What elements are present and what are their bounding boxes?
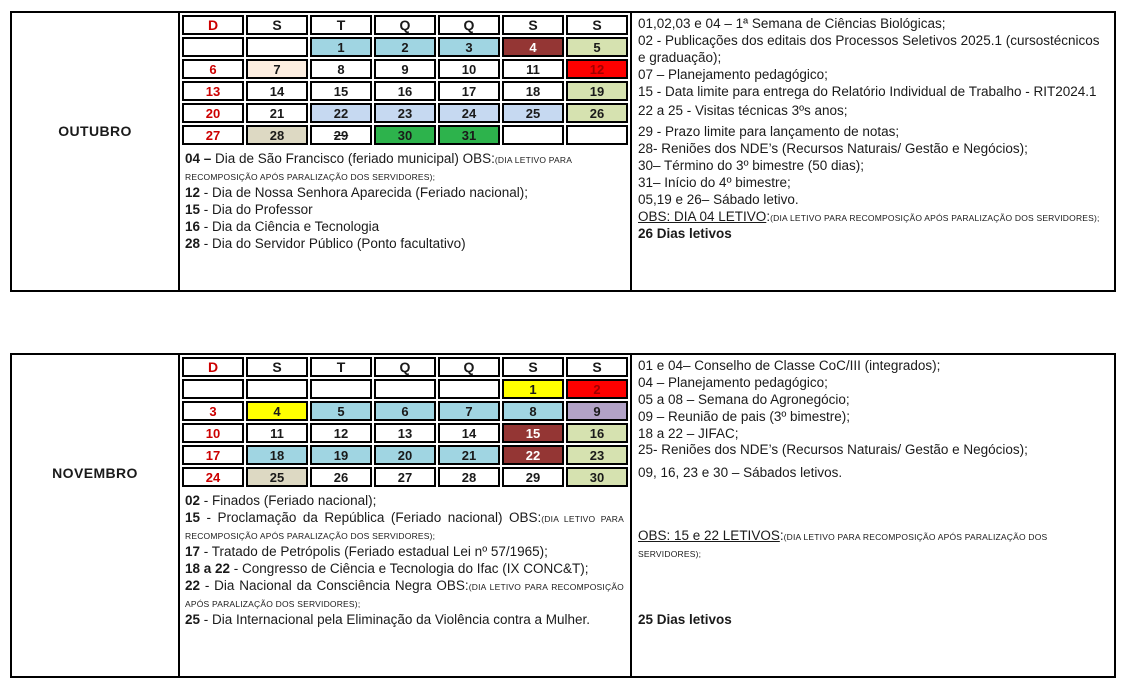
note-segment: 04 – — [185, 151, 212, 166]
note-segment: 25- Reniões dos NDE’s (Recursos Naturais/ Gestão e Negócios); — [638, 442, 1028, 458]
note-segment: 17 — [185, 544, 201, 559]
note-segment: 07 – Planejamento pedagógico; — [638, 66, 828, 82]
weekday-header: S — [566, 357, 628, 377]
day-cell: 10 — [438, 59, 500, 79]
day-cell — [502, 125, 564, 145]
weekday-header: D — [182, 357, 244, 377]
weekday-header: Q — [438, 357, 500, 377]
note-segment: 01,02,03 e 04 – 1ª Semana de Ciências Biológicas; — [638, 16, 946, 31]
day-cell: 7 — [246, 59, 308, 79]
day-cell: 16 — [566, 423, 628, 443]
note-line — [638, 392, 1110, 409]
note-segment: OBS: 15 e 22 LETIVOS — [638, 528, 780, 544]
october-table — [10, 11, 1116, 292]
note-line — [638, 409, 1110, 426]
note-segment: 29 - Prazo limite para lançamento de notas; — [638, 124, 900, 140]
october-calendar-grid — [180, 13, 630, 147]
note-line — [185, 184, 624, 201]
note-line — [638, 33, 1110, 67]
weekday-header: T — [310, 15, 372, 35]
day-cell: 12 — [566, 59, 628, 79]
day-cell: 14 — [438, 423, 500, 443]
november-table — [10, 353, 1116, 678]
weekday-header: T — [310, 357, 372, 377]
note-segment: 18 a 22 – JIFAC; — [638, 425, 739, 441]
note-segment: : — [779, 528, 784, 544]
note-line — [638, 465, 1110, 482]
day-cell — [566, 125, 628, 145]
weekday-header: S — [246, 15, 308, 35]
note-line — [638, 158, 1110, 175]
day-cell: 1 — [502, 379, 564, 399]
note-segment: 15 - Data limite para entrega do Relatório Individual de Trabalho - RIT2024.1 — [638, 83, 1097, 99]
note-line — [638, 375, 1110, 392]
day-cell: 2 — [566, 379, 628, 399]
day-cell: 5 — [566, 37, 628, 57]
note-segment: - Finados (Feriado nacional); — [200, 493, 377, 508]
note-segment: - Tratado de Petrópolis (Feriado estadual Lei nº 57/1965); — [200, 544, 548, 559]
day-cell: 27 — [374, 467, 436, 487]
month-name-october — [12, 13, 180, 290]
day-cell: 13 — [374, 423, 436, 443]
note-line — [638, 426, 1110, 443]
note-segment: 05,19 e 26– Sábado letivo. — [638, 191, 799, 207]
day-cell: 2 — [374, 37, 436, 57]
note-segment: 04 – Planejamento pedagógico; — [638, 374, 828, 390]
day-cell: 23 — [374, 103, 436, 123]
note-line — [185, 218, 624, 235]
note-segment: 12 — [185, 185, 201, 200]
note-segment: - Congresso de Ciência e Tecnologia do Ifac (IX CONC&T); — [230, 561, 589, 576]
day-cell — [246, 379, 308, 399]
day-cell: 8 — [502, 401, 564, 421]
day-cell: 17 — [438, 81, 500, 101]
day-cell: 30 — [374, 125, 436, 145]
note-segment: 25 — [185, 612, 201, 627]
day-cell: 29 — [502, 467, 564, 487]
note-segment: (DIA LETIVO PARA RECOMPOSIÇÃO APÓS PARALIZAÇÃO DOS SERVIDORES); — [185, 155, 572, 182]
day-cell — [374, 379, 436, 399]
note-line — [638, 16, 1110, 33]
note-line — [638, 124, 1110, 141]
note-segment: 02 — [185, 493, 201, 508]
note-segment: 26 Dias letivos — [638, 225, 732, 241]
day-cell: 11 — [502, 59, 564, 79]
day-cell: 26 — [310, 467, 372, 487]
day-cell: 15 — [502, 423, 564, 443]
note-segment: - Dia do Servidor Público (Ponto facultativo) — [200, 236, 466, 251]
day-cell: 3 — [438, 37, 500, 57]
note-segment: 31– Início do 4º bimestre; — [638, 174, 791, 190]
month-label: OUTUBRO — [58, 123, 132, 139]
note-line — [638, 84, 1110, 101]
note-segment: OBS: DIA 04 LETIVO — [638, 208, 767, 224]
note-segment: 22 — [185, 578, 201, 593]
day-cell: 6 — [374, 401, 436, 421]
day-cell: 24 — [182, 467, 244, 487]
note-segment: 15 — [185, 510, 201, 525]
day-cell: 16 — [374, 81, 436, 101]
day-cell: 22 — [310, 103, 372, 123]
note-segment: (DIA LETIVO PARA RECOMPOSIÇÃO APÓS PARALIZAÇÃO DOS SERVIDORES); — [185, 514, 625, 541]
note-line — [185, 235, 624, 252]
note-segment: 09, 16, 23 e 30 – Sábados letivos. — [638, 465, 843, 481]
note-line — [185, 509, 624, 543]
day-cell: 1 — [310, 37, 372, 57]
day-cell — [438, 379, 500, 399]
note-line — [185, 150, 624, 184]
weekday-header: S — [246, 357, 308, 377]
weekday-header: S — [502, 15, 564, 35]
month-label: NOVEMBRO — [52, 465, 138, 481]
note-segment: - Proclamação da República (Feriado nacional) OBS: — [200, 510, 542, 525]
note-line — [638, 175, 1110, 192]
day-cell: 20 — [182, 103, 244, 123]
note-segment: 05 a 08 – Semana do Agronegócio; — [638, 391, 850, 407]
day-cell: 19 — [566, 81, 628, 101]
note-line — [185, 492, 624, 509]
month-name-november — [12, 355, 180, 676]
note-segment: - Dia Nacional da Consciência Negra OBS: — [200, 578, 469, 593]
day-cell: 8 — [310, 59, 372, 79]
day-cell: 3 — [182, 401, 244, 421]
day-cell: 21 — [246, 103, 308, 123]
day-cell: 9 — [374, 59, 436, 79]
day-cell: 30 — [566, 467, 628, 487]
weekday-header: S — [566, 15, 628, 35]
note-line — [638, 612, 1110, 629]
note-line — [638, 209, 1110, 226]
day-cell — [246, 37, 308, 57]
day-cell: 23 — [566, 445, 628, 465]
day-cell: 22 — [502, 445, 564, 465]
november-calendar-grid — [180, 355, 630, 489]
note-segment: 09 – Reunião de pais (3º bimestre); — [638, 408, 851, 424]
day-cell — [182, 37, 244, 57]
day-cell: 29 — [310, 125, 372, 145]
note-line — [638, 141, 1110, 158]
note-line — [185, 577, 624, 611]
day-cell: 13 — [182, 81, 244, 101]
note-segment: - Dia do Professor — [200, 202, 313, 217]
note-line — [638, 192, 1110, 209]
weekday-header: Q — [374, 15, 436, 35]
note-segment: - Dia de Nossa Senhora Aparecida (Feriado nacional); — [200, 185, 528, 200]
note-segment: 30– Término do 3º bimestre (50 dias); — [638, 158, 865, 173]
note-segment: (DIA LETIVO PARA RECOMPOSIÇÃO APÓS PARALIZAÇÃO DOS SERVIDORES); — [770, 212, 1100, 223]
note-line — [638, 67, 1110, 84]
day-cell — [310, 379, 372, 399]
weekday-header: Q — [374, 357, 436, 377]
day-cell: 11 — [246, 423, 308, 443]
day-cell: 21 — [438, 445, 500, 465]
day-cell: 24 — [438, 103, 500, 123]
note-line — [638, 442, 1110, 459]
day-cell: 14 — [246, 81, 308, 101]
day-cell: 4 — [502, 37, 564, 57]
note-segment: 16 — [185, 219, 201, 234]
day-cell: 18 — [502, 81, 564, 101]
day-cell: 28 — [438, 467, 500, 487]
october-left-notes — [180, 147, 630, 290]
day-cell: 28 — [246, 125, 308, 145]
weekday-header: S — [502, 357, 564, 377]
note-segment: 15 — [185, 202, 201, 217]
day-cell: 12 — [310, 423, 372, 443]
note-line — [638, 103, 1110, 120]
note-segment: (DIA LETIVO PARA RECOMPOSIÇÃO APÓS PARALIZAÇÃO DOS SERVIDORES); — [185, 582, 624, 609]
note-segment: - Dia Internacional pela Eliminação da Violência contra a Mulher. — [200, 612, 591, 627]
note-segment: 25 Dias letivos — [638, 611, 732, 627]
note-line — [638, 226, 1110, 243]
note-line — [185, 611, 624, 628]
october-right-notes — [632, 13, 1114, 290]
weekday-header: Q — [438, 15, 500, 35]
note-segment: (DIA LETIVO PARA RECOMPOSIÇÃO APÓS PARALIZAÇÃO DOS SERVIDORES); — [638, 532, 1048, 559]
day-cell: 15 — [310, 81, 372, 101]
day-cell: 20 — [374, 445, 436, 465]
november-mid-column — [180, 355, 632, 676]
note-segment: 02 - Publicações dos editais dos Processos Seletivos 2025.1 (cursostécnicos e graduação); — [638, 32, 1100, 65]
note-segment: 28- Reniões dos NDE’s (Recursos Naturais/ Gestão e Negócios); — [638, 141, 1028, 157]
note-segment: : — [766, 208, 771, 224]
note-segment: - Dia da Ciência e Tecnologia — [200, 219, 380, 234]
day-cell: 4 — [246, 401, 308, 421]
note-segment: 18 a 22 — [185, 561, 231, 576]
day-cell: 6 — [182, 59, 244, 79]
note-line — [185, 201, 624, 218]
note-line — [638, 528, 1110, 562]
day-cell: 17 — [182, 445, 244, 465]
day-cell: 27 — [182, 125, 244, 145]
note-line — [185, 543, 624, 560]
note-line — [185, 560, 624, 577]
november-right-notes — [632, 355, 1114, 676]
day-cell: 10 — [182, 423, 244, 443]
october-mid-column — [180, 13, 632, 290]
note-segment: Dia de São Francisco (feriado municipal) OBS: — [211, 151, 495, 166]
day-cell — [182, 379, 244, 399]
note-segment: 22 a 25 - Visitas técnicas 3ºs anos; — [638, 103, 848, 119]
day-cell: 7 — [438, 401, 500, 421]
day-cell: 31 — [438, 125, 500, 145]
day-cell: 26 — [566, 103, 628, 123]
day-cell: 19 — [310, 445, 372, 465]
day-cell: 5 — [310, 401, 372, 421]
note-line — [638, 358, 1110, 375]
weekday-header: D — [182, 15, 244, 35]
day-cell: 18 — [246, 445, 308, 465]
november-left-notes — [180, 489, 630, 676]
note-segment: 28 — [185, 236, 201, 251]
day-cell: 25 — [502, 103, 564, 123]
day-cell: 9 — [566, 401, 628, 421]
day-cell: 25 — [246, 467, 308, 487]
note-segment: 01 e 04– Conselho de Classe CoC/III (integrados); — [638, 358, 941, 373]
